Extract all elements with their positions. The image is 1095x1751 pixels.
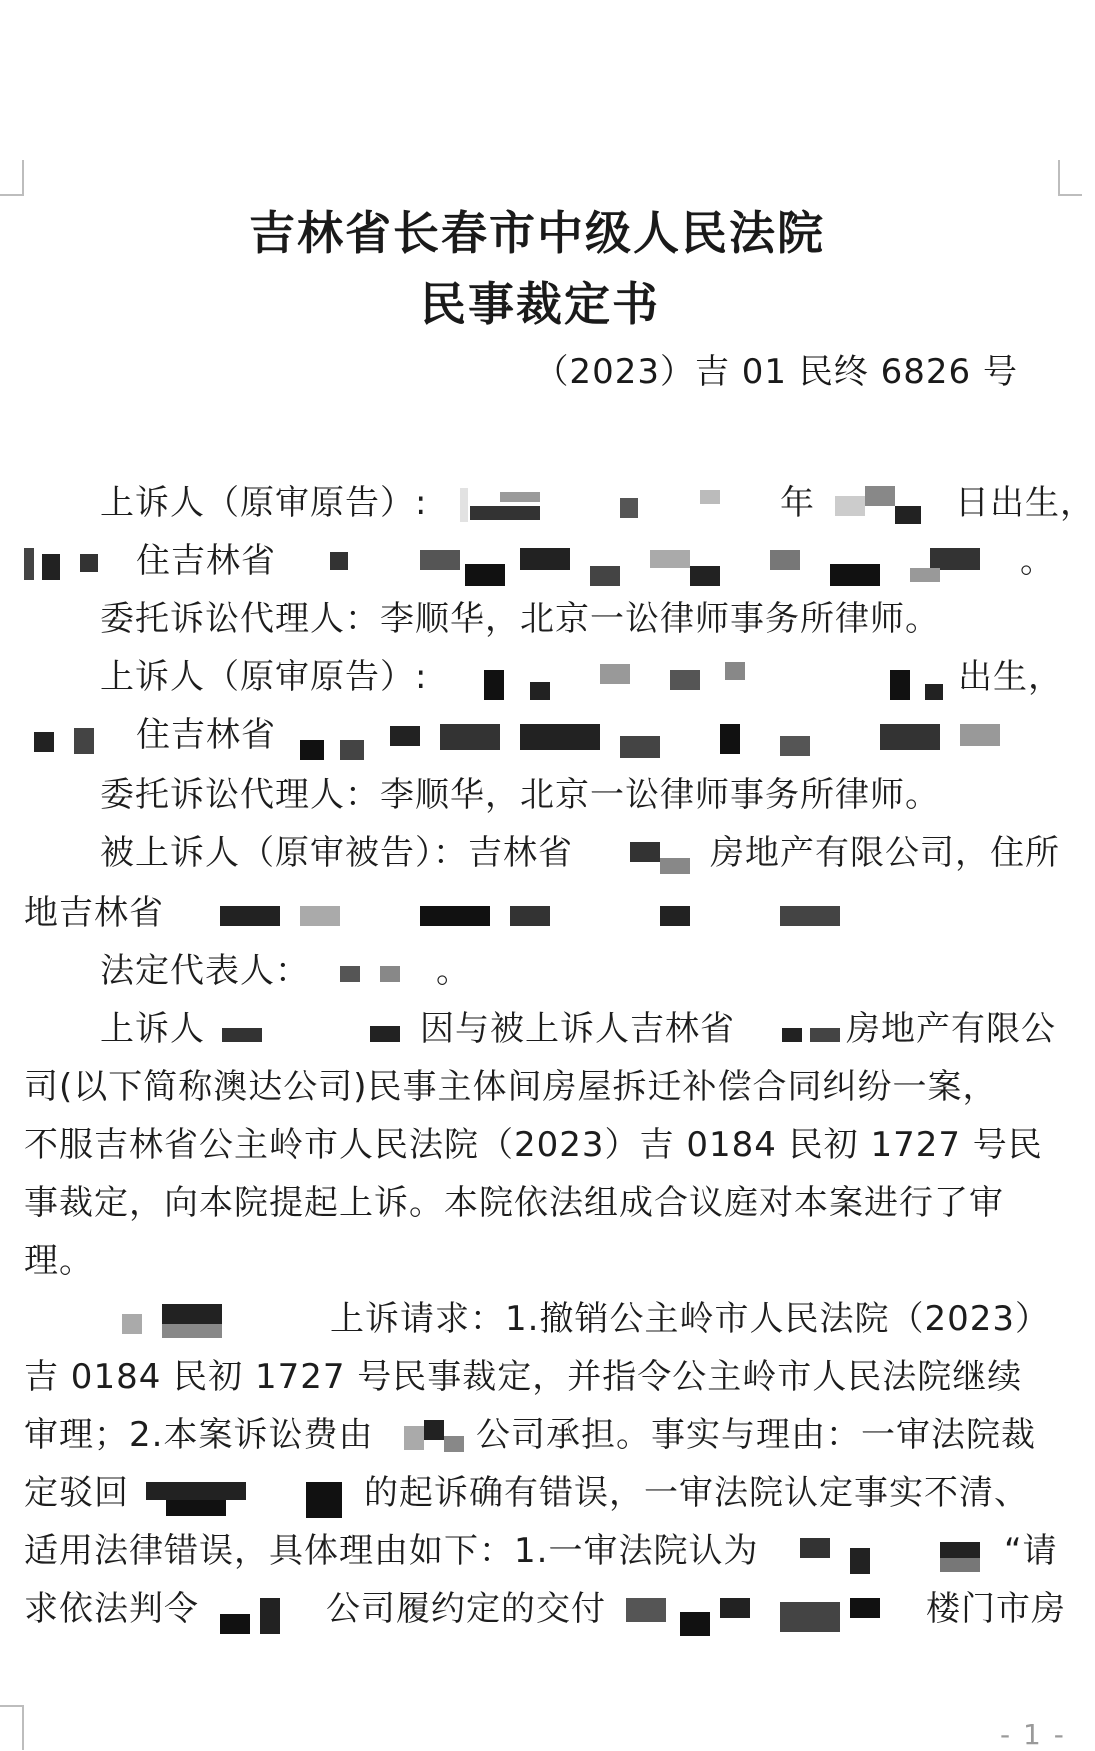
redaction-mosaic <box>290 546 1010 588</box>
court-title: 吉林省长春市中级人民法院 <box>249 206 825 260</box>
text-line: 委托诉讼代理人：李顺华，北京一讼律师事务所律师。 <box>100 775 940 815</box>
text-line: 适用法律错误，具体理由如下：1.一审法院认为 <box>24 1531 759 1571</box>
text-line: 上诉请求：1.撤销公主岭市人民法院（2023） <box>330 1299 1050 1339</box>
redaction-mosaic <box>216 1594 322 1638</box>
redaction-mosaic <box>620 838 710 876</box>
text-fragment: 日出生， <box>955 483 1095 523</box>
text-line: 被上诉人（原审被告）：吉林省 <box>100 833 573 873</box>
text-fragment: 年 <box>780 483 815 523</box>
text-line: 住吉林省 <box>136 715 276 755</box>
text-line: 司(以下简称澳达公司)民事主体间房屋拆迁补偿合同纠纷一案， <box>24 1067 998 1107</box>
redaction-mosaic <box>835 486 953 526</box>
text-fragment: “请 <box>1004 1531 1058 1571</box>
page-corner-mark <box>0 160 24 196</box>
case-number: （2023）吉 01 民终 6826 号 <box>534 352 1018 392</box>
redaction-mosaic <box>180 900 900 934</box>
text-fragment: 公司承担。事实与理由：一审法院裁 <box>476 1415 1036 1455</box>
redaction-mosaic <box>470 660 950 704</box>
redaction-mosaic <box>118 1304 328 1338</box>
text-fragment: 。 <box>1020 541 1055 581</box>
redaction-mosaic <box>394 1420 474 1456</box>
text-fragment: 房地产有限公 <box>846 1009 1056 1049</box>
text-fragment: 。 <box>436 951 471 991</box>
redaction-mosaic <box>620 1592 920 1640</box>
text-line: 理。 <box>24 1241 94 1281</box>
redaction-mosaic <box>210 1018 420 1046</box>
redaction-mosaic <box>330 960 434 988</box>
document-type-title: 民事裁定书 <box>420 277 660 331</box>
text-line: 不服吉林省公主岭市人民法院（2023）吉 0184 民初 1727 号民 <box>24 1125 1043 1165</box>
redaction-mosaic <box>24 544 116 582</box>
text-line: 事裁定，向本院提起上诉。本院依法组成合议庭对本案进行了审 <box>24 1183 1004 1223</box>
text-line: 住吉林省 <box>136 541 276 581</box>
redaction-mosaic <box>126 1476 364 1520</box>
text-line: 上诉人（原审原告）: <box>100 483 428 523</box>
redaction-mosaic <box>300 720 1030 764</box>
text-fragment: 楼门市房 <box>926 1589 1066 1629</box>
redaction-mosaic <box>460 488 780 522</box>
text-fragment: 房地产有限公司，住所 <box>710 833 1060 873</box>
text-line: 地吉林省 <box>24 893 164 933</box>
text-fragment: 因与被上诉人吉林省 <box>420 1009 735 1049</box>
text-line: 法定代表人： <box>100 951 310 991</box>
text-line: 上诉人（原审原告）: <box>100 657 428 697</box>
text-fragment: 公司履约定的交付 <box>326 1589 606 1629</box>
redaction-mosaic <box>790 1534 1000 1578</box>
text-line: 定驳回 <box>24 1473 129 1513</box>
text-fragment: 出生， <box>958 657 1063 697</box>
text-line: 审理；2.本案诉讼费由 <box>24 1415 374 1455</box>
redaction-mosaic <box>770 1018 846 1046</box>
text-line: 求依法判令 <box>24 1589 199 1629</box>
page-corner-mark <box>0 1705 24 1750</box>
text-line: 委托诉讼代理人：李顺华，北京一讼律师事务所律师。 <box>100 599 940 639</box>
text-line: 吉 0184 民初 1727 号民事裁定，并指令公主岭市人民法院继续 <box>24 1357 1023 1397</box>
redaction-mosaic <box>30 718 110 758</box>
page-corner-mark <box>1058 160 1082 196</box>
page-number: - 1 - <box>1000 1718 1066 1751</box>
text-line: 上诉人 <box>100 1009 205 1049</box>
text-fragment: 的起诉确有错误，一审法院认定事实不清、 <box>364 1473 1029 1513</box>
